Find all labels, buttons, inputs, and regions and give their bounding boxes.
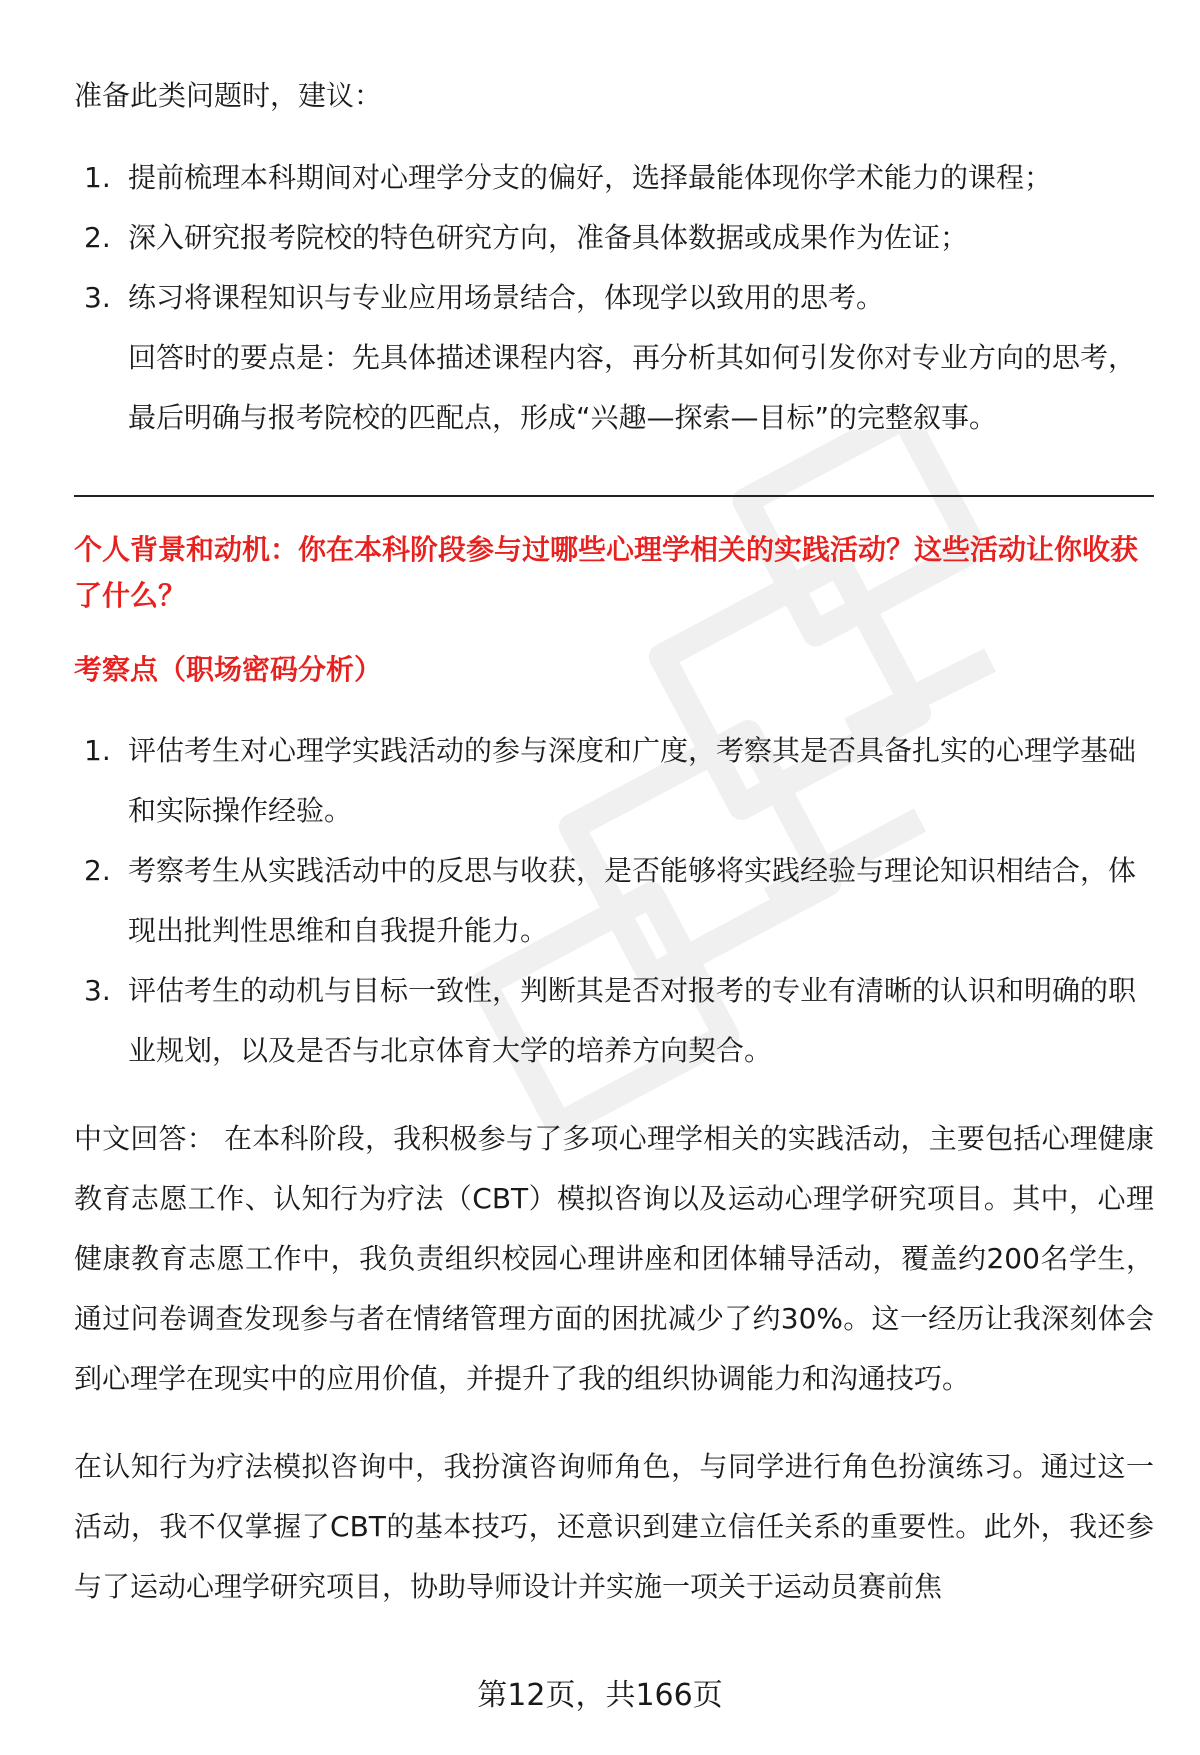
list-item xyxy=(74,148,1154,208)
answer-note: 回答时的要点是：先具体描述课程内容，再分析其如何引发你对专业方向的思考，最后明确与报考院校的匹配点，形成“兴趣—探索—目标”的完整叙事。 xyxy=(128,341,1137,434)
list-item xyxy=(74,721,1154,841)
list-item-text: 练习将课程知识与专业应用场景结合，体现学以致用的思考。 xyxy=(128,281,885,314)
answer-paragraph-1: 中文回答： 在本科阶段，我积极参与了多项心理学相关的实践活动，主要包括心理健康教育志愿工作、认知行为疗法（CBT）模拟咨询以及运动心理学研究项目。其中，心理健康教育志愿工作中，我负责组织校园心理讲座和团体辅导活动，覆盖约200名学生，通过问卷调查发现参与者在情绪管理方面的困扰减少了约30%。这一经历让我深刻体会到心理学在现实中的应用价值，并提升了我的组织协调能力和沟通技巧。 xyxy=(74,1122,1154,1395)
focus-heading: 考察点（职场密码分析） xyxy=(74,653,383,686)
list-number: 3. xyxy=(84,281,111,314)
list-item xyxy=(74,841,1154,961)
list-item-text: 深入研究报考院校的特色研究方向，准备具体数据或成果作为佐证； xyxy=(128,221,969,254)
list-item-text: 考察考生从实践活动中的反思与收获，是否能够将实践经验与理论知识相结合，体现出批判性思维和自我提升能力。 xyxy=(128,854,1137,947)
list-item-text: 评估考生的动机与目标一致性，判断其是否对报考的专业有清晰的认识和明确的职业规划，以及是否与北京体育大学的培养方向契合。 xyxy=(128,974,1137,1067)
answer-paragraph-2: 在认知行为疗法模拟咨询中，我扮演咨询师角色，与同学进行角色扮演练习。通过这一活动，我不仅掌握了CBT的基本技巧，还意识到建立信任关系的重要性。此外，我还参与了运动心理学研究项目，协助导师设计并实施一项关于运动员赛前焦 xyxy=(74,1450,1154,1603)
list-item xyxy=(74,961,1154,1081)
main-content xyxy=(74,66,1154,448)
list-number: 2. xyxy=(84,854,111,887)
tips-list xyxy=(74,148,1154,328)
list-number: 2. xyxy=(84,221,111,254)
list-number: 1. xyxy=(84,734,111,767)
section-divider xyxy=(74,495,1154,497)
list-number: 1. xyxy=(84,161,111,194)
list-item xyxy=(74,268,1154,328)
intro-text: 准备此类问题时，建议： xyxy=(74,79,383,112)
page-number: 第12页，共166页 xyxy=(477,1678,723,1713)
focus-points-list xyxy=(74,721,1154,1081)
question-heading: 个人背景和动机：你在本科阶段参与过哪些心理学相关的实践活动？这些活动让你收获了什么？ xyxy=(74,533,1139,612)
list-item-text: 提前梳理本科期间对心理学分支的偏好，选择最能体现你学术能力的课程； xyxy=(128,161,1053,194)
list-item-text: 评估考生对心理学实践活动的参与深度和广度，考察其是否具备扎实的心理学基础和实际操作经验。 xyxy=(128,734,1137,827)
list-number: 3. xyxy=(84,974,111,1007)
question-section xyxy=(74,527,1154,1617)
list-item xyxy=(74,208,1154,268)
